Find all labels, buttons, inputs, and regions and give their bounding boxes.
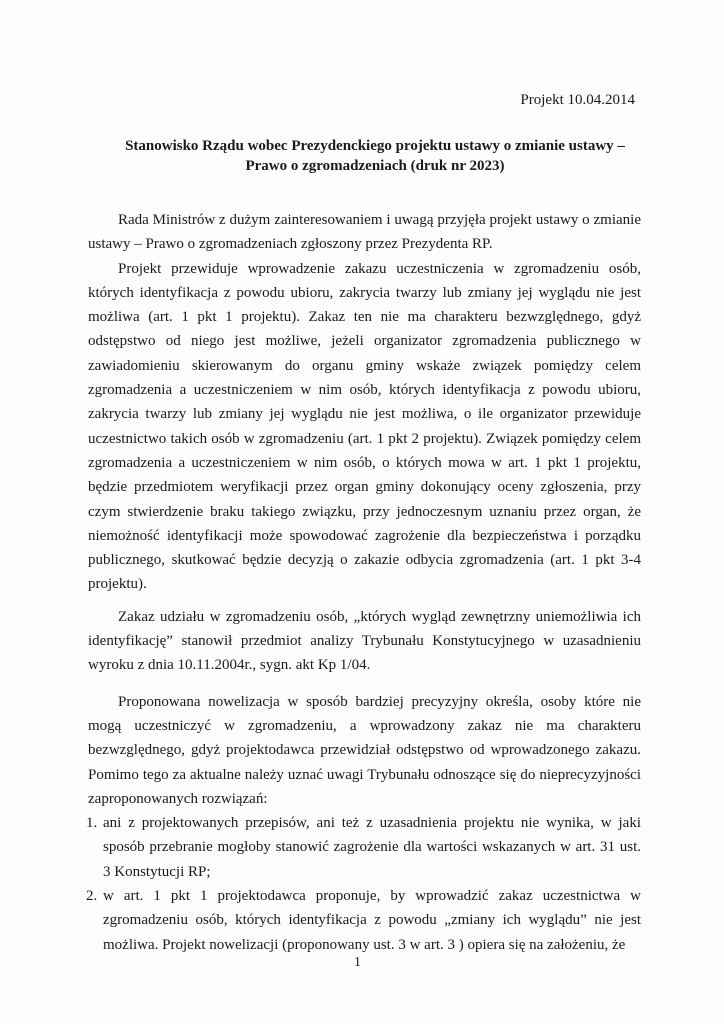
list-item xyxy=(88,884,641,957)
list-item-text: w art. 1 pkt 1 projektodawca proponuje, by wprowadzić zakaz uczestnictwa w zgromadzeniu osób, których identyfikacja z powodu „zmiany ich wyglądu” nie jest możliwa. Projekt nowelizacji (proponowany ust. 3 w art. 3 ) opiera się na założeniu, że xyxy=(103,888,641,953)
paragraph: Proponowana nowelizacja w sposób bardziej precyzyjny określa, osoby które nie mogą uczestniczyć w zgromadzeniu, a wprowadzony zakaz nie ma charakteru bezwzględnego, gdyż projektodawca przewidział odstępstwo od wprowadzonego zakazu. Pomimo tego za aktualne należy uznać uwagi Trybunału odnoszące się do nieprecyzyjności zaproponowanych rozwiązań: xyxy=(88,693,641,807)
paragraph: Zakaz udziału w zgromadzeniu osób, „których wygląd zewnętrzny uniemożliwia ich identyfikację” stanowił przedmiot analizy Trybunału Konstytucyjnego w uzasadnieniu wyroku z dnia 10.11.2004r., sygn. akt Kp 1/04. xyxy=(88,608,641,674)
paragraph: Projekt przewiduje wprowadzenie zakazu uczestniczenia w zgromadzeniu osób, których identyfikacja z powodu ubioru, zakrycia twarzy lub zmiany jej wyglądu nie jest możliwa (art. 1 pkt 1 projektu). Zakaz ten nie ma charakteru bezwzględnego, gdyż odstępstwo od niego jest możliwe, jeżeli organizator zgromadzenia publicznego w zawiadomieniu skierowanym do organu gminy wskaże związek pomiędzy celem zgromadzenia a uczestniczeniem w nim osób, których identyfikacja z powodu ubioru, zakrycia twarzy lub zmiany jej wyglądu nie jest możliwa, o ile organizator przewiduje uczestnictwo takich osób w zgromadzeniu (art. 1 pkt 2 projektu). Związek pomiędzy celem zgromadzenia a uczestniczeniem w nim osób, o których mowa w art. 1 pkt 1 projektu, będzie przedmiotem weryfikacji przez organ gminy dokonujący oceny zgłoszenia, przy czym stwierdzenie braku takiego związku, przy jednoczesnym uznaniu przez organ, że niemożność identyfikacji może spowodować zagrożenie dla bezpieczeństwa i porządku publicznego, skutkować będzie decyzją o zakazie odbycia zgromadzenia (art. 1 pkt 3-4 projektu). xyxy=(88,260,641,593)
list-item-number: 1. xyxy=(86,815,98,832)
project-date: Projekt 10.04.2014 xyxy=(520,92,635,108)
page-number: 1 xyxy=(354,955,361,970)
title-line-1: Stanowisko Rządu wobec Prezydenckiego projektu ustawy o zmianie ustawy – xyxy=(125,138,625,154)
document-body xyxy=(88,208,641,957)
list-item-number: 2. xyxy=(86,888,98,905)
paragraph: Rada Ministrów z dużym zainteresowaniem i uwagą przyjęła projekt ustawy o zmianie ustawy – Prawo o zgromadzeniach zgłoszony przez Prezydenta RP. xyxy=(88,212,641,253)
list-item-text: ani z projektowanych przepisów, ani też z uzasadnienia projektu nie wynika, w jaki sposób przebranie mogłoby stanowić zagrożenie dla wartości wskazanych w art. 31 ust. 3 Konstytucji RP; xyxy=(103,815,641,880)
list-item xyxy=(88,811,641,884)
title-line-2: Prawo o zgromadzeniach (druk nr 2023) xyxy=(245,158,505,174)
numbered-list xyxy=(88,811,641,957)
document-title xyxy=(110,136,640,176)
